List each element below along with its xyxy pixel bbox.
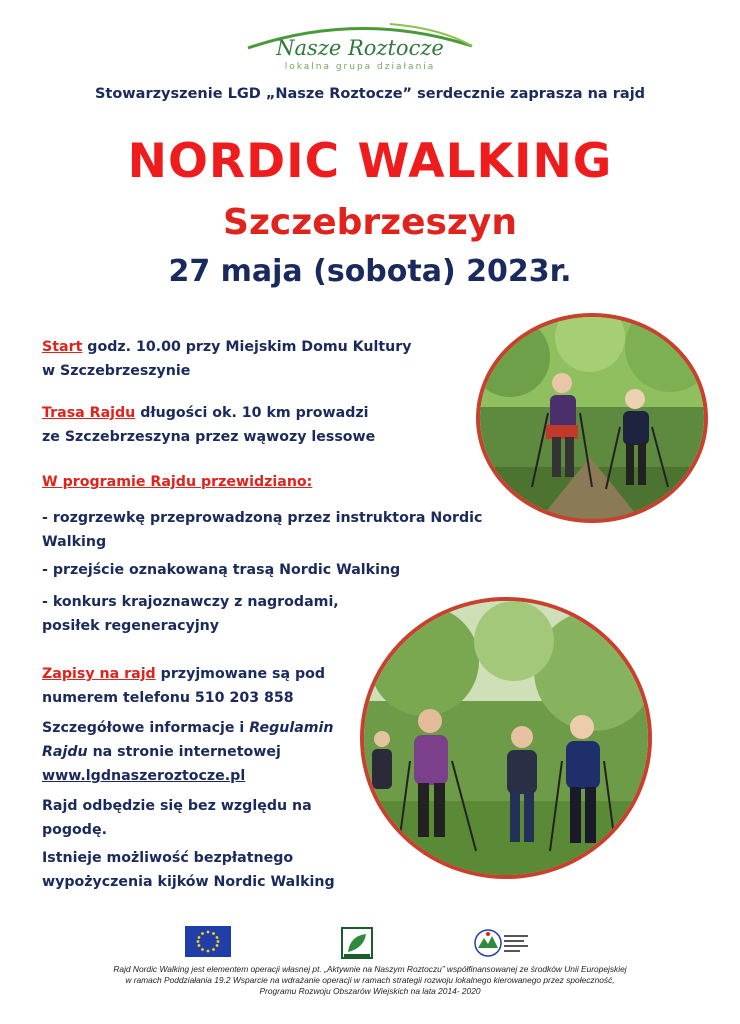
route-label: Trasa Rajdu (42, 405, 136, 421)
route-line1: długości ok. 10 km prowadzi (135, 405, 369, 421)
info-block: Szczegółowe informacje i Regulamin Rajdu na stronie internetowej www.lgdnaszeroztocze.pl (42, 720, 334, 784)
logo-brand: Nasze Roztocze (276, 36, 444, 60)
program-item: - przejście oznakowaną trasą Nordic Walking (42, 562, 401, 578)
program-heading: W programie Rajdu przewidziano: (42, 474, 313, 490)
start-label: Start (42, 339, 83, 355)
program-item: - konkurs krajoznawczy z nagrodami, posiłek regeneracyjny (42, 594, 339, 634)
logo-tagline: lokalna grupa działania (284, 62, 436, 72)
photo-walkers-meadow (360, 597, 652, 879)
signup-label: Zapisy na rajd (42, 666, 156, 682)
start-line1: godz. 10.00 przy Miejskim Domu Kultury (82, 339, 412, 355)
event-city: Szczebrzeszyn (223, 202, 517, 243)
start-block (42, 335, 411, 383)
footnote: Rajd Nordic Walking jest elementem operacji własnej pt. „Aktywnie na Naszym Roztoczu” współfinansowanej ze środków Unii Europejskiej w ramach Poddziałania 19.2 Wsparcie na wdrażanie operacji w ramach strategii rozwoju lokalnego kierowanego przez społeczność, Programu Rozwoju Obszarów Wiejskich na lata 2014- 2020 (113, 964, 627, 996)
signup-block: Zapisy na rajd przyjmowane są pod numerem telefonu 510 203 858 (42, 662, 325, 710)
weather-block: Rajd odbędzie się bez względu na pogodę. (42, 798, 312, 838)
program-item: - rozgrzewkę przeprowadzoną przez instruktora Nordic Walking (42, 510, 483, 550)
prow-logo-icon (474, 926, 534, 960)
rental-block: Istnieje możliwość bezpłatnego wypożyczenia kijków Nordic Walking (42, 850, 335, 890)
photo-walkers-forest (476, 313, 708, 523)
phone-line: numerem telefonu 510 203 858 (42, 690, 294, 706)
event-date: 27 maja (sobota) 2023r. (168, 254, 572, 289)
lgd-logo (240, 18, 480, 74)
start-line2: w Szczebrzeszynie (42, 363, 191, 379)
footer-logos (0, 926, 740, 962)
invite-line: Stowarzyszenie LGD „Nasze Roztocze” serdecznie zaprasza na rajd (94, 86, 646, 102)
leader-logo-icon (340, 926, 374, 960)
eu-flag-icon (185, 926, 231, 957)
website-link[interactable]: www.lgdnaszeroztocze.pl (42, 768, 246, 784)
route-block (42, 401, 375, 449)
route-line2: ze Szczebrzeszyna przez wąwozy lessowe (42, 429, 376, 445)
event-title: NORDIC WALKING (127, 134, 613, 189)
